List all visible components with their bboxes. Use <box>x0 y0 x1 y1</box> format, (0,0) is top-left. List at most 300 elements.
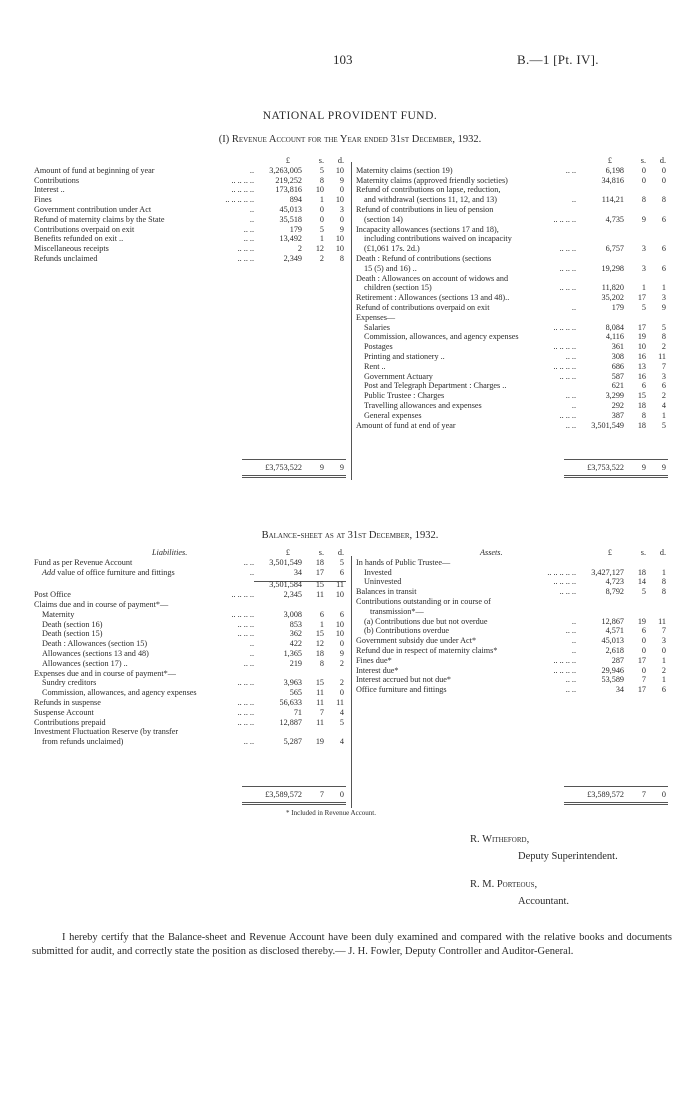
total-pence: 9 <box>661 463 666 472</box>
pence-value: 8 <box>339 253 344 263</box>
pounds-value: 11,820 <box>601 283 624 293</box>
pounds-value: 853 <box>289 619 302 629</box>
row-label: Salaries <box>364 322 390 332</box>
row-label-emphasis: Add <box>42 567 56 577</box>
leader-dots: .. .. .. .. .. <box>547 567 576 577</box>
row-label: Office furniture and fittings <box>356 685 447 695</box>
shillings-value: 0 <box>319 204 324 214</box>
leader-dots: .. .. .. .. .. <box>225 195 254 205</box>
leader-dots: .. .. <box>565 685 576 695</box>
row-label: Amount of fund at beginning of year <box>34 165 155 175</box>
pounds-value: 35,518 <box>279 214 302 224</box>
shillings-value: 2 <box>319 253 324 263</box>
table-row <box>356 421 668 431</box>
leader-dots: .. .. <box>565 165 576 175</box>
row-label: Contributions <box>34 175 80 185</box>
total-pence: 9 <box>339 463 344 472</box>
shillings-value: 5 <box>641 302 646 312</box>
shillings-value: 5 <box>319 224 324 234</box>
shillings-value: 18 <box>637 420 646 430</box>
row-label: Refunds in suspense <box>34 697 101 707</box>
row-label: Uninvested <box>364 577 402 587</box>
pounds-value: 422 <box>289 639 302 649</box>
row-label: Retirement : Allowances (sections 13 and 48).. <box>356 293 510 303</box>
signature-name-1: R. Witheford, <box>470 834 530 845</box>
shillings-value: 8 <box>319 658 324 668</box>
table-row <box>356 176 668 186</box>
pounds-value: 621 <box>611 381 624 391</box>
pounds-value: 6,757 <box>605 244 624 254</box>
shillings-header: s. <box>640 548 646 557</box>
pounds-value: 6,198 <box>605 165 624 175</box>
footnote: * Included in Revenue Account. <box>286 809 377 817</box>
pence-header: d. <box>659 156 666 165</box>
leader-dots: .. .. .. .. <box>553 342 576 352</box>
table-row <box>356 234 668 244</box>
section-heading: Assets. <box>480 548 503 557</box>
revenue-receipts-table <box>34 156 346 472</box>
pence-value: 6 <box>661 244 666 254</box>
shillings-value: 7 <box>641 675 646 685</box>
total-rule-top <box>564 786 668 787</box>
row-label: Refund of maternity claims by the State <box>34 214 165 224</box>
pence-value: 10 <box>335 629 344 639</box>
shillings-value: 15 <box>315 580 324 590</box>
shillings-value: 8 <box>641 410 646 420</box>
signature-name-2: R. M. Porteous, <box>470 879 538 890</box>
table-row <box>356 372 668 382</box>
pounds-value: 53,589 <box>601 675 624 685</box>
leader-dots: .. .. .. <box>559 371 576 381</box>
shillings-value: 19 <box>637 332 646 342</box>
row-label: Interest accrued but not due* <box>356 675 452 685</box>
table-row <box>356 597 668 607</box>
table-row <box>34 600 346 610</box>
table-row <box>34 225 346 235</box>
total-shillings: 7 <box>641 790 646 799</box>
row-label: Incapacity allowances (sections 17 and 18), <box>356 224 499 234</box>
row-label: Commission, allowances, and agency expenses <box>364 332 519 342</box>
pence-value: 0 <box>661 645 666 655</box>
pence-value: 3 <box>661 293 666 303</box>
pence-value: 0 <box>661 165 666 175</box>
table-row <box>34 215 346 225</box>
shillings-value: 12 <box>315 639 324 649</box>
pence-value: 0 <box>339 185 344 195</box>
pounds-value: 219 <box>289 658 302 668</box>
row-label: children (section 15) <box>364 283 432 293</box>
leader-dots: .. .. <box>565 420 576 430</box>
leader-dots: .. .. .. <box>237 244 254 254</box>
shillings-value: 5 <box>319 165 324 175</box>
leader-dots: .. <box>249 648 254 658</box>
pounds-value: 71 <box>293 707 302 717</box>
pounds-value: 3,299 <box>605 391 624 401</box>
leader-dots: .. .. <box>243 557 254 567</box>
row-label: Allowances (sections 13 and 48) <box>42 648 149 658</box>
pence-value: 8 <box>661 332 666 342</box>
table-row <box>356 283 668 293</box>
row-label: General expenses <box>364 410 422 420</box>
balance-sheet-title: Balance-sheet as at 31st December, 1932. <box>261 530 439 541</box>
leader-dots: .. .. .. .. <box>553 322 576 332</box>
row-label: Commission, allowances, and agency expenses <box>42 688 197 698</box>
pence-value: 0 <box>339 688 344 698</box>
total-pounds: £3,753,522 <box>587 463 624 472</box>
row-label: Benefits refunded on exit .. <box>34 234 124 244</box>
leader-dots: .. .. .. <box>237 253 254 263</box>
shillings-value: 13 <box>637 361 646 371</box>
pence-value: 1 <box>661 410 666 420</box>
pounds-value: 292 <box>611 400 624 410</box>
shillings-value: 17 <box>637 322 646 332</box>
shillings-value: 12 <box>315 244 324 254</box>
total-shillings: 9 <box>319 463 324 472</box>
table-row <box>34 629 346 639</box>
pence-value: 3 <box>661 636 666 646</box>
leader-dots: .. <box>249 567 254 577</box>
pounds-value: 686 <box>611 361 624 371</box>
pounds-value: 56,633 <box>279 697 302 707</box>
pounds-value: 5,287 <box>283 737 302 747</box>
pence-value: 2 <box>661 391 666 401</box>
pounds-value: 34,816 <box>601 175 624 185</box>
total-rule-bottom <box>564 802 668 803</box>
pence-value: 9 <box>339 648 344 658</box>
pounds-header: £ <box>607 548 612 557</box>
row-label: Government Actuary <box>364 371 433 381</box>
row-label: Amount of fund at end of year <box>356 420 456 430</box>
table-row <box>356 675 668 685</box>
table-row <box>34 659 346 669</box>
shillings-header: s. <box>318 548 324 557</box>
leader-dots: .. .. .. .. <box>231 609 254 619</box>
pounds-value: 3,008 <box>283 609 302 619</box>
pence-value: 10 <box>335 234 344 244</box>
total-rule-bottom <box>564 475 668 476</box>
leader-dots: .. <box>249 214 254 224</box>
pounds-header: £ <box>285 156 290 165</box>
row-label: Interest .. <box>34 185 65 195</box>
row-label: Post Office <box>34 590 71 600</box>
leader-dots: .. .. .. <box>237 717 254 727</box>
leader-dots: .. .. <box>565 391 576 401</box>
pence-value: 2 <box>661 342 666 352</box>
total-rule-double <box>564 804 668 805</box>
table-row <box>34 620 346 630</box>
leader-dots: .. <box>571 616 576 626</box>
table-row <box>34 244 346 254</box>
pounds-value: 2,618 <box>605 645 624 655</box>
total-pounds: £3,753,522 <box>265 463 302 472</box>
row-label: Allowances (section 17) .. <box>42 658 128 668</box>
page-number: 103 <box>333 52 353 67</box>
table-row <box>356 646 668 656</box>
total-pence: 0 <box>339 790 344 799</box>
pounds-value: 4,116 <box>605 332 624 342</box>
leader-dots: .. <box>249 204 254 214</box>
shillings-value: 5 <box>641 587 646 597</box>
row-label: Fines due* <box>356 655 392 665</box>
pence-value: 2 <box>339 658 344 668</box>
pounds-value: 219,252 <box>275 175 302 185</box>
shillings-value: 0 <box>641 165 646 175</box>
table-row <box>356 381 668 391</box>
row-label: 15 (5) and 16) .. <box>364 263 417 273</box>
table-row <box>34 176 346 186</box>
leader-dots: .. .. .. .. <box>553 214 576 224</box>
pounds-value: 35,202 <box>601 293 624 303</box>
pounds-value: 3,427,127 <box>591 567 624 577</box>
signature-role-2: Accountant. <box>518 896 570 907</box>
row-label: Expenses due and in course of payment*— <box>34 668 176 678</box>
total-row <box>356 786 668 806</box>
table-row <box>356 215 668 225</box>
total-rule-top <box>242 459 346 460</box>
leader-dots: .. .. <box>243 658 254 668</box>
pounds-value: 179 <box>611 302 624 312</box>
row-label: Death : Refund of contributions (sections <box>356 253 492 263</box>
pounds-value: 45,013 <box>279 204 302 214</box>
pounds-value: 12,867 <box>601 616 624 626</box>
balance-divider <box>351 556 352 808</box>
leader-dots: .. <box>571 636 576 646</box>
pence-value: 3 <box>339 204 344 214</box>
shillings-value: 0 <box>641 645 646 655</box>
shillings-value: 10 <box>637 342 646 352</box>
pence-value: 9 <box>339 175 344 185</box>
pounds-value: 8,792 <box>605 587 624 597</box>
pence-value: 11 <box>336 580 344 590</box>
table-row <box>356 352 668 362</box>
table-row <box>34 166 346 176</box>
pence-value: 10 <box>335 244 344 254</box>
table-row <box>356 411 668 421</box>
shillings-value: 6 <box>319 609 324 619</box>
table-row <box>34 195 346 205</box>
pounds-value: 361 <box>611 342 624 352</box>
pence-value: 1 <box>661 675 666 685</box>
row-label: Invested <box>364 567 392 577</box>
row-label: (b) Contributions overdue <box>364 626 450 636</box>
document-reference: B.—1 [Pt. IV]. <box>517 52 599 67</box>
shillings-value: 15 <box>315 678 324 688</box>
row-label: Postages <box>364 342 393 352</box>
table-row <box>356 195 668 205</box>
table-row <box>34 205 346 215</box>
shillings-value: 19 <box>315 737 324 747</box>
pence-value: 10 <box>335 619 344 629</box>
shillings-value: 0 <box>641 175 646 185</box>
leader-dots: .. .. .. <box>559 410 576 420</box>
total-pounds: £3,589,572 <box>587 790 624 799</box>
pence-value: 11 <box>658 351 666 361</box>
pence-value: 8 <box>661 587 666 597</box>
leader-dots: .. .. .. .. <box>231 175 254 185</box>
leader-dots: .. .. .. .. <box>553 361 576 371</box>
shillings-value: 17 <box>315 567 324 577</box>
row-label: Government subsidy due under Act* <box>356 636 477 646</box>
total-rule-double <box>564 477 668 478</box>
row-label: Suspense Account <box>34 707 94 717</box>
pounds-value: 587 <box>611 371 624 381</box>
shillings-value: 11 <box>316 590 324 600</box>
pence-value: 1 <box>661 567 666 577</box>
shillings-value: 18 <box>637 400 646 410</box>
pence-value: 6 <box>661 263 666 273</box>
pounds-value: 4,571 <box>605 626 624 636</box>
pence-value: 5 <box>339 557 344 567</box>
shillings-value: 1 <box>319 619 324 629</box>
table-row <box>356 313 668 323</box>
total-shillings: 7 <box>319 790 324 799</box>
table-row <box>356 205 668 215</box>
leader-dots: .. .. <box>565 351 576 361</box>
leader-dots: .. .. .. <box>559 587 576 597</box>
table-row <box>34 649 346 659</box>
shillings-value: 8 <box>319 175 324 185</box>
row-label: Death : Allowances (section 15) <box>42 639 148 649</box>
shillings-value: 11 <box>316 717 324 727</box>
table-row <box>34 580 346 590</box>
row-label: Post and Telegraph Department : Charges .. <box>364 381 507 391</box>
row-label: Printing and stationery .. <box>364 351 445 361</box>
table-row <box>356 656 668 666</box>
leader-dots: .. .. .. .. <box>231 185 254 195</box>
pence-header: d. <box>659 548 666 557</box>
row-label: Refund of contributions overpaid on exit <box>356 302 490 312</box>
table-row <box>34 688 346 698</box>
shillings-value: 18 <box>315 648 324 658</box>
table-row <box>34 568 346 578</box>
table-row <box>34 737 346 747</box>
pounds-value: 34 <box>615 685 624 695</box>
table-row <box>356 185 668 195</box>
shillings-value: 0 <box>319 214 324 224</box>
leader-dots: .. <box>571 400 576 410</box>
leader-dots: .. <box>571 302 576 312</box>
leader-dots: .. .. <box>243 737 254 747</box>
leader-dots: .. <box>571 195 576 205</box>
total-rule-double <box>242 477 346 478</box>
leader-dots: .. .. .. .. <box>553 665 576 675</box>
table-row <box>34 718 346 728</box>
pounds-value: 4,735 <box>605 214 624 224</box>
liabilities-table <box>34 548 346 799</box>
pence-value: 6 <box>339 609 344 619</box>
shillings-value: 0 <box>641 636 646 646</box>
leader-dots: .. .. <box>243 234 254 244</box>
pence-value: 8 <box>661 577 666 587</box>
total-shillings: 9 <box>641 463 646 472</box>
leader-dots: .. .. <box>565 675 576 685</box>
table-row <box>356 626 668 636</box>
row-label: Add value of office furniture and fittings <box>42 567 175 577</box>
table-row <box>356 587 668 597</box>
row-label: Refund due in respect of maternity claims* <box>356 645 498 655</box>
row-label: Government contribution under Act <box>34 204 152 214</box>
pounds-header: £ <box>285 548 290 557</box>
row-label: (a) Contributions due but not overdue <box>364 616 488 626</box>
table-row <box>356 166 668 176</box>
pence-value: 8 <box>661 195 666 205</box>
leader-dots: .. .. .. <box>559 244 576 254</box>
pence-value: 5 <box>661 322 666 332</box>
table-row <box>356 254 668 264</box>
table-row <box>34 639 346 649</box>
leader-dots: .. .. .. .. <box>553 577 576 587</box>
shillings-value: 16 <box>637 371 646 381</box>
pence-header: d. <box>337 548 344 557</box>
row-label: (section 14) <box>364 214 403 224</box>
pounds-value: 13,492 <box>279 234 302 244</box>
table-row <box>356 225 668 235</box>
pence-header: d. <box>337 156 344 165</box>
document-title: NATIONAL PROVIDENT FUND. <box>262 110 438 122</box>
total-pounds: £3,589,572 <box>265 790 302 799</box>
leader-dots: .. <box>249 165 254 175</box>
shillings-value: 16 <box>637 351 646 361</box>
row-label: Expenses— <box>356 312 396 322</box>
table-row <box>34 678 346 688</box>
shillings-value: 15 <box>315 629 324 639</box>
pounds-header: £ <box>607 156 612 165</box>
leader-dots: .. .. .. <box>237 697 254 707</box>
shillings-value: 9 <box>641 214 646 224</box>
table-row <box>356 244 668 254</box>
pounds-value: 179 <box>289 224 302 234</box>
pence-value: 2 <box>339 678 344 688</box>
leader-dots: .. .. .. <box>237 619 254 629</box>
shillings-value: 6 <box>641 626 646 636</box>
table-row <box>356 568 668 578</box>
table-row <box>356 274 668 284</box>
total-pence: 0 <box>661 790 666 799</box>
total-row <box>34 459 346 479</box>
pounds-value: 387 <box>611 410 624 420</box>
shillings-value: 18 <box>637 567 646 577</box>
table-row <box>356 685 668 695</box>
pounds-value: 2,349 <box>283 253 302 263</box>
pounds-value: 565 <box>289 688 302 698</box>
leader-dots: .. .. .. <box>559 283 576 293</box>
pence-value: 9 <box>661 302 666 312</box>
signature-role-1: Deputy Superintendent. <box>518 851 618 862</box>
pence-value: 2 <box>661 665 666 675</box>
pounds-value: 45,013 <box>601 636 624 646</box>
pence-value: 4 <box>661 400 666 410</box>
total-rule-double <box>242 804 346 805</box>
row-label: Death (section 15) <box>42 629 103 639</box>
row-label: Balances in transit <box>356 587 417 597</box>
total-rule-bottom <box>242 475 346 476</box>
pounds-value: 2,345 <box>283 590 302 600</box>
table-row <box>34 610 346 620</box>
pounds-value: 12,887 <box>279 717 302 727</box>
pence-value: 6 <box>339 567 344 577</box>
shillings-value: 19 <box>637 616 646 626</box>
row-label: Investment Fluctuation Reserve (by transfer <box>34 727 179 737</box>
shillings-value: 0 <box>641 665 646 675</box>
pence-value: 0 <box>339 639 344 649</box>
table-row <box>34 708 346 718</box>
pounds-value: 3,963 <box>283 678 302 688</box>
table-row <box>356 391 668 401</box>
pounds-value: 114,21 <box>601 195 624 205</box>
pence-value: 10 <box>335 590 344 600</box>
row-label: Claims due and in course of payment*— <box>34 599 169 609</box>
table-row <box>34 234 346 244</box>
